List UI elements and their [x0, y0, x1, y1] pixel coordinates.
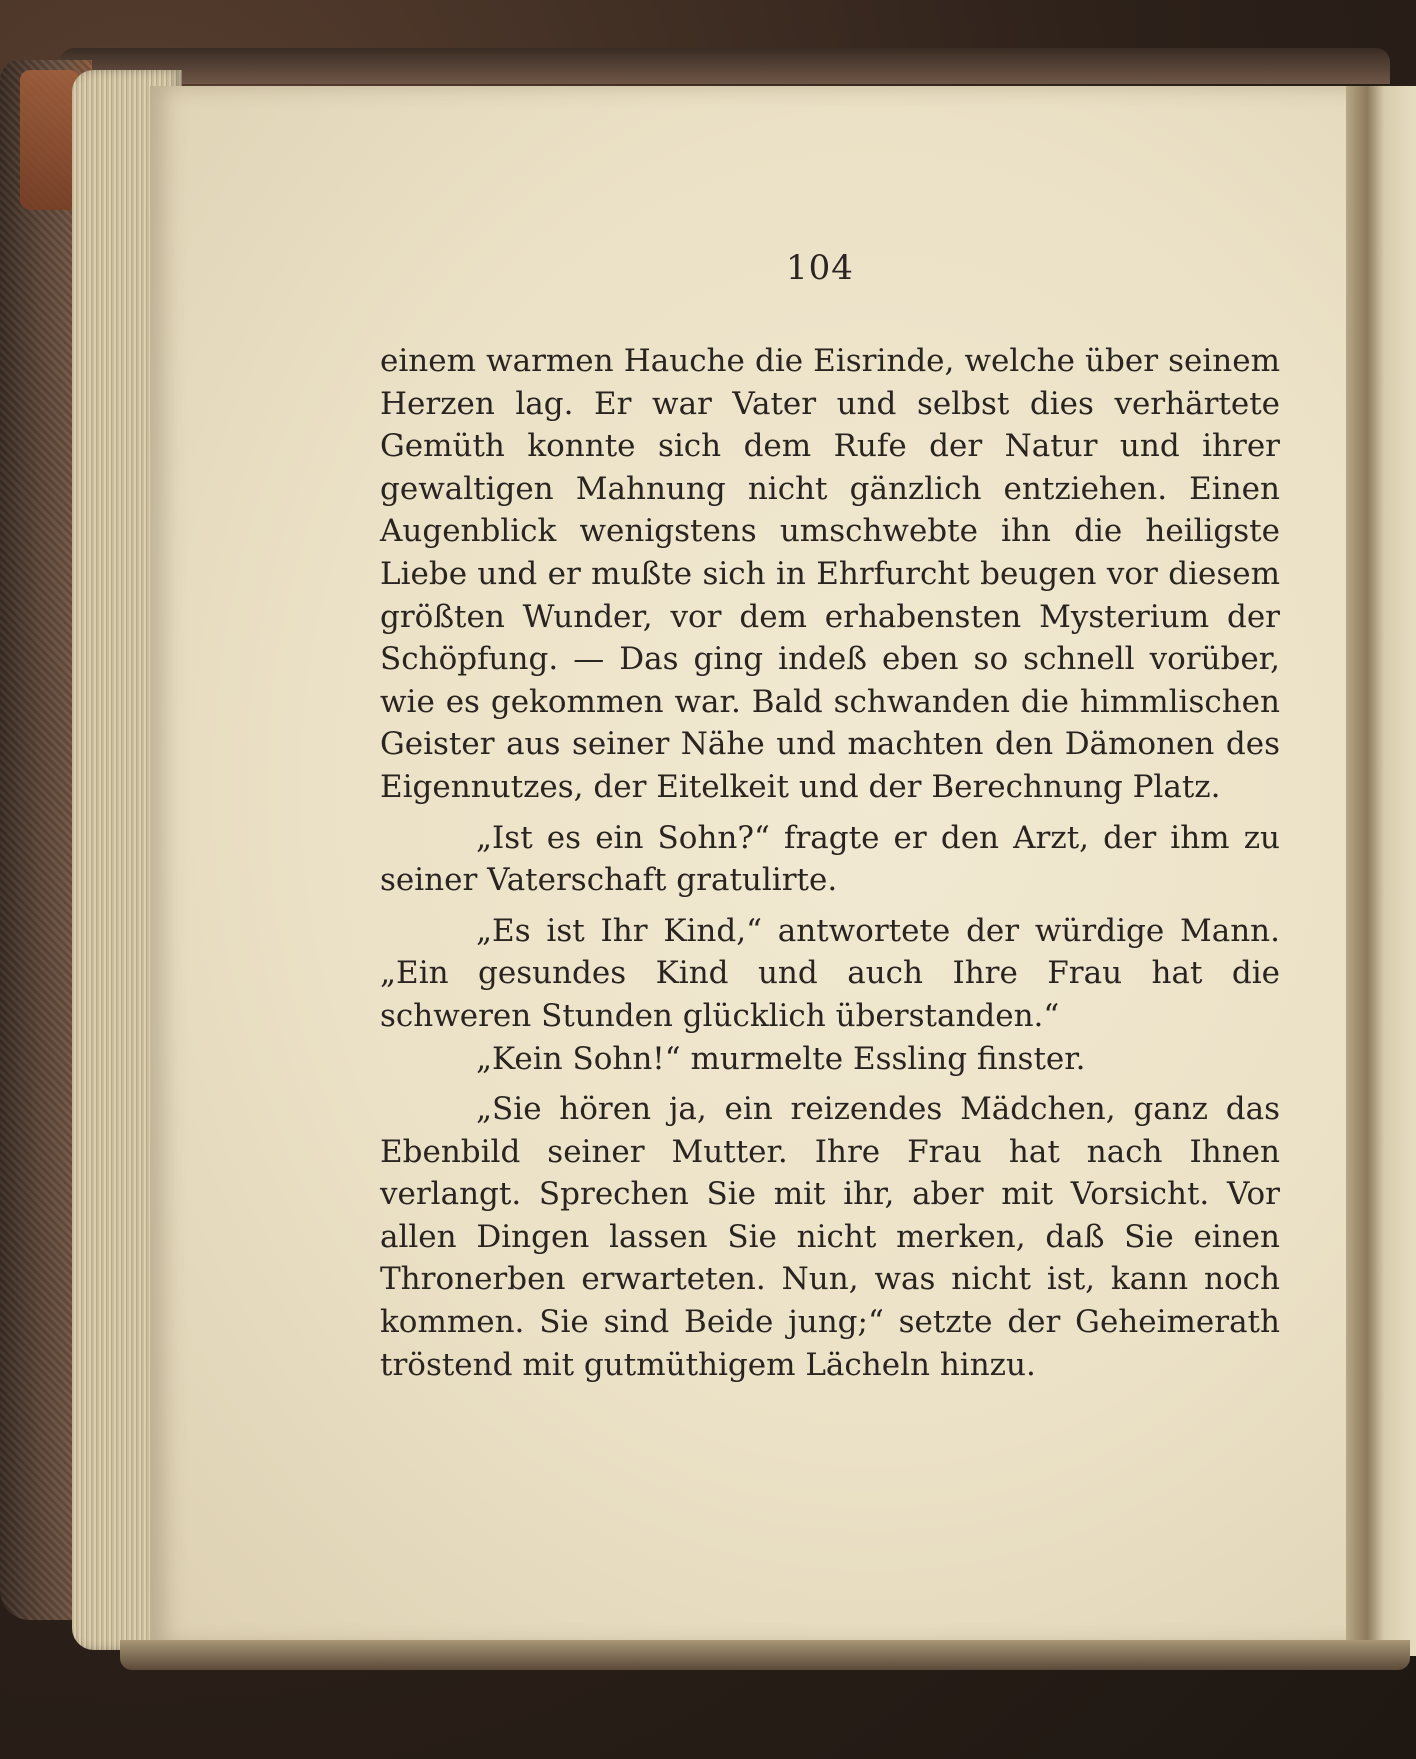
- paragraph: „Ist es ein Sohn?“ fragte er den Arzt, der ihm zu seiner Vaterschaft gratulirte.: [380, 819, 1280, 899]
- paragraph: „Sie hören ja, ein reizendes Mädchen, ganz das Ebenbild seiner Mutter. Ihre Frau hat nach Ihnen verlangt. Sprechen Sie mit ihr, aber mit Vorsicht. Vor allen Dingen lassen Sie nicht merken, daß Sie einen Thronerben erwarteten. Nun, was nicht ist, kann noch kommen. Sie sind Beide jung;“ setzte der Geheimerath tröstend mit gutmüthigem Lächeln hinzu.: [380, 1091, 1280, 1383]
- page-number: 104: [786, 248, 854, 288]
- paragraph: „Es ist Ihr Kind,“ antwortete der würdige Mann. „Ein gesundes Kind und auch Ihre Frau hat die schweren Stunden glücklich überstanden.“: [380, 912, 1280, 1034]
- book-cover-top: [60, 48, 1390, 84]
- facing-page-edge: [1346, 86, 1416, 1656]
- paragraph: einem warmen Hauche die Eisrinde, welche über seinem Herzen lag. Er war Vater und selbst dies verhärtete Gemüth konnte sich dem Rufe der Natur und ihrer gewaltigen Mahnung nicht gänzlich entziehen. Einen Augenblick wenigstens umschwebte ihn die heiligste Liebe und er mußte sich in Ehrfurcht beugen vor diesem größten Wunder, vor dem erhabensten Mysterium der Schöpfung. — Das ging indeß eben so schnell vorüber, wie es gekommen war. Bald schwanden die himmlischen Geister aus seiner Nähe und machten den Dämonen des Eigennutzes, der Eitelkeit und der Berechnung Platz.: [380, 343, 1280, 805]
- page-text: [380, 340, 1280, 1396]
- paragraph: „Kein Sohn!“ murmelte Essling finster.: [476, 1040, 1086, 1077]
- book-bottom-edge: [120, 1640, 1410, 1670]
